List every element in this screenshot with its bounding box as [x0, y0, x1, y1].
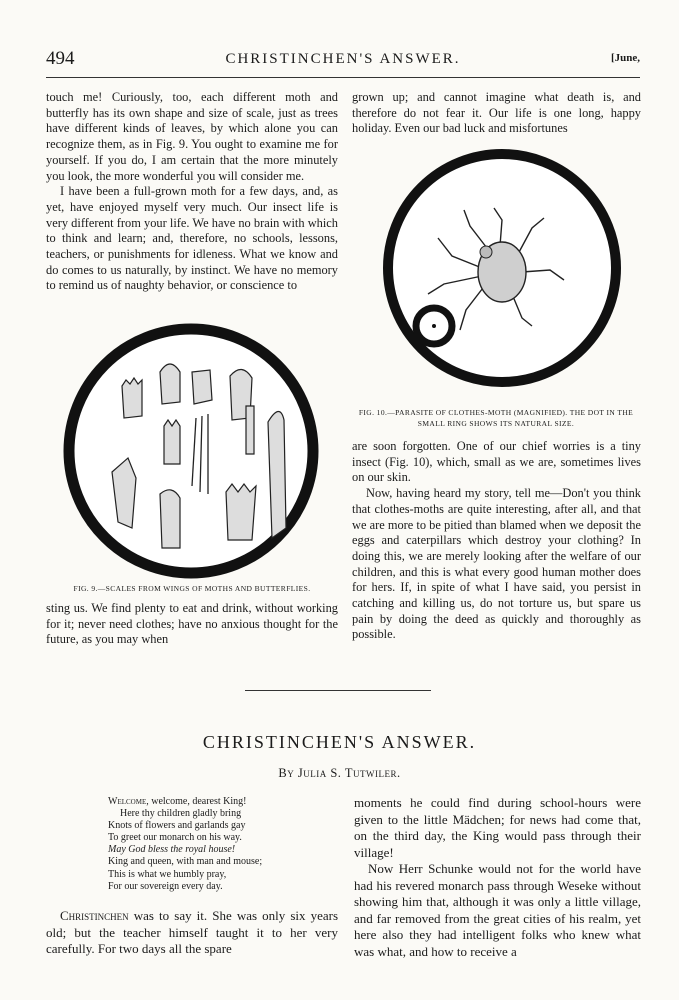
- poem: [108, 796, 262, 893]
- paragraph: moments he could find during school-hours were given to the little Mädchen; for news had come that, on the third day, the King would pass through their village!: [354, 795, 641, 860]
- paragraph: Now Herr Schunke would not for the world have had his revered monarch pass through Weseke without showing him that, although it was only a little village, and far removed from the great cities of his realm, yet here also they had intelligent folks who knew what was what, and how to receive a: [354, 861, 641, 959]
- poem-line: May God bless the royal house!: [108, 844, 236, 856]
- poem-line: Here thy children gladly bring: [120, 808, 242, 820]
- paragraph: sting us. We find plenty to eat and drink, without working for it; never need clothes; have no anxious thought for the future, as you may when: [46, 601, 338, 647]
- paragraph-text: was to say it. She was only six years old; but the teacher himself taught it to her very carefully. For two days all the spare: [46, 908, 338, 956]
- figure-10-caption: FIG. 10.—PARASITE OF CLOTHES-MOTH (MAGNIFIED). THE DOT IN THE SMALL RING SHOWS ITS NATURAL SIZE.: [358, 408, 634, 428]
- running-month: [June,: [610, 52, 640, 64]
- header-rule: [46, 77, 640, 78]
- right-column-bottom: [352, 439, 641, 643]
- figure-9-caption: FIG. 9.—SCALES FROM WINGS OF MOTHS AND BUTTERFLIES.: [73, 584, 311, 593]
- paragraph: touch me! Curiously, too, each different moth and butterfly has its own shape and size of scale, just as trees have different kinds of leaves, by which alone you can recognize them, as in Fig. 9. You ought to examine me for yourself. If you do, I am certain that the more minutely you look, the more wonderful you will consider me.: [46, 90, 338, 183]
- story-title: CHRISTINCHEN'S ANSWER.: [202, 732, 477, 752]
- paragraph: I have been a full-grown moth for a few days, and, as yet, have enjoyed myself very much. Our insect life is very different from your life. We have no brain with which to think and learn; and, therefore, no schools, lessons, teachers, or punishments for idleness. What we know and do comes to us naturally, by instinct. We have no memory to remind us of naughty behavior, or conscience to: [46, 184, 338, 293]
- story-byline: By Julia S. Tutwiler.: [278, 766, 401, 780]
- story-left-column: [46, 908, 338, 958]
- right-column-top: [352, 90, 641, 137]
- story-right-column: [354, 795, 641, 960]
- poem-first-word: Welcome,: [108, 796, 149, 807]
- figure-10-parasite: [382, 148, 622, 388]
- left-column-top: [46, 90, 338, 294]
- poem-line: For our sovereign every day.: [108, 880, 223, 892]
- left-column-bottom: [46, 601, 338, 648]
- poem-line: This is what we humbly pray,: [108, 868, 227, 880]
- figure-9-wing-scales: [62, 322, 320, 580]
- poem-first-rest: welcome, dearest King!: [148, 796, 247, 807]
- poem-line: King and queen, with man and mouse;: [108, 856, 263, 868]
- poem-line: To greet our monarch on his way.: [108, 832, 242, 844]
- poem-line: Knots of flowers and garlands gay: [108, 820, 246, 832]
- page-header: [46, 48, 640, 72]
- section-divider: [245, 690, 431, 691]
- running-title: CHRISTINCHEN'S ANSWER.: [225, 51, 461, 67]
- paragraph: grown up; and cannot imagine what death is, and therefore do not fear it. Our life is one long, happy holiday. Even our bad luck and misfortunes: [352, 90, 641, 136]
- lead-word: Christinchen: [60, 908, 129, 923]
- paragraph: [46, 908, 338, 958]
- page-number: 494: [46, 48, 75, 69]
- paragraph: are soon forgotten. One of our chief worries is a tiny insect (Fig. 10), which, small as we are, sometimes lives on our skin.: [352, 439, 641, 485]
- paragraph: Now, having heard my story, tell me—Don't you think that clothes-moths are quite interesting, after all, and that we are more to be pitied than blamed when we deposit the eggs and caterpillars which destroy your clothing? In doing this, we are merely looking after the welfare of our children, and this is what every good human mother does for hers. If, in spite of what I have said, you persist in catching and killing us, do not torture us, but spare us pain by doing the deed as quickly and thoroughly as possible.: [352, 486, 641, 642]
- poem-line: [108, 796, 262, 808]
